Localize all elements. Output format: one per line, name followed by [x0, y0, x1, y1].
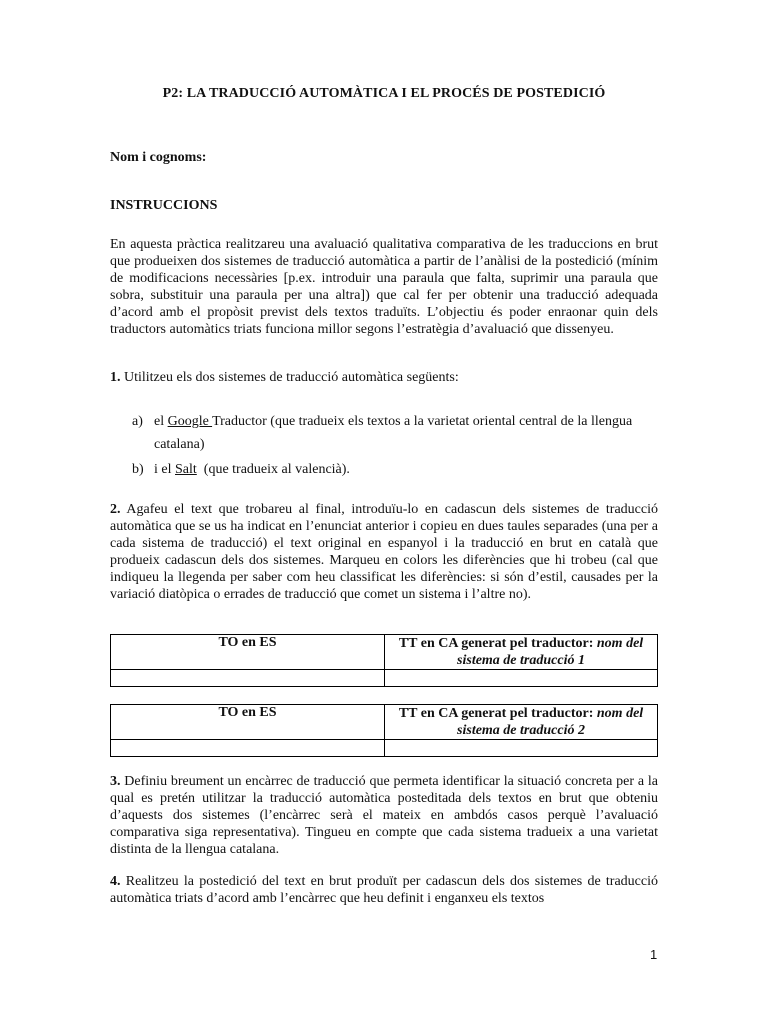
salt-link[interactable]: Salt — [175, 462, 197, 477]
list-item-b-post: (que tradueix al valencià). — [196, 462, 350, 477]
table-1-header-source: TO en ES — [111, 635, 385, 670]
page-number: 1 — [650, 947, 658, 962]
step-4-paragraph — [110, 873, 658, 907]
list-marker-b: b) — [132, 462, 144, 477]
step-1-number: 1. — [110, 370, 121, 385]
table-1-cell-target[interactable] — [385, 670, 658, 687]
list-item-a-pre: el — [154, 414, 168, 429]
step-3-text: Definiu breument un encàrrec de traducció que permeta identificar la situació concreta per a la qual es pretén utilitzar la traducció automàtica posteditada dels textos en brut que obteniu d’aquests dos sistemes (l’encàrrec serà el mateix en ambdós casos perquè l’avaluació comparativa siga representativa). Tingueu en compte que cada sistema tradueix a una varietat distinta de la llengua catalana. — [110, 774, 658, 857]
step-2-text: Agafeu el text que trobareu al final, introduïu-lo en cadascun dels sistemes de traducció automàtica que se us ha indicat en l’enunciat anterior i copieu en dues taules separades (una per a cada sistema de traducció) el text original en espanyol i la traducció en brut en català que produeix cadascun dels dos sistemes. Marqueu en colors les diferències que hi trobeu (cal que indiqueu la llegenda per saber com heu classificat les diferències: si són d’estil, causades per la variació diatòpica o errades de traducció que comet un sistema i l’altre no). — [110, 502, 658, 602]
table-2-cell-target[interactable] — [385, 740, 658, 757]
translation-table-1 — [110, 634, 658, 687]
page-title: P2: LA TRADUCCIÓ AUTOMÀTICA I EL PROCÉS DE POSTEDICIÓ — [162, 86, 606, 101]
step-3-paragraph — [110, 773, 658, 858]
list-item-b-pre: i el — [154, 462, 175, 477]
google-link[interactable]: Google — [167, 414, 213, 429]
step-3-number: 3. — [110, 774, 121, 789]
table-1-header-target: TT en CA generat pel traductor: nom del sistema de traducció 1 — [385, 635, 658, 670]
step-2-paragraph — [110, 501, 658, 603]
step-4-text: Realitzeu la postedició del text en brut produït per cadascun dels dos sistemes de traducció automàtica triats d’acord amb l’encàrrec que heu definit i enganxeu els textos — [110, 874, 658, 906]
intro-paragraph: En aquesta pràctica realitzareu una avaluació qualitativa comparativa de les traduccions en brut que produeixen dos sistemes de traducció automàtica a partir de l’anàlisi de la postedició (mínim de modificacions necessàries [p.ex. introduir una paraula que falta, suprimir una paraula que sobra, substituir una paraula per una altra]) que cal fer per obtenir una traducció adequada d’acord amb el propòsit previst dels textos traduïts. L’objectiu és poder enraonar quin dels traductors automàtics triats funciona millor segons l’estratègia d’avaluació que dissenyeu. — [110, 237, 658, 337]
translation-table-2 — [110, 704, 658, 757]
table-2-header-source: TO en ES — [111, 705, 385, 740]
step-1-paragraph — [110, 369, 658, 386]
table-2-header-target: TT en CA generat pel traductor: nom del sistema de traducció 2 — [385, 705, 658, 740]
list-item-a-post: Traductor (que tradueix els textos a la varietat oriental central de la llengua catalana) — [154, 414, 633, 452]
table-2-cell-source[interactable] — [111, 740, 385, 757]
name-label: Nom i cognoms: — [110, 150, 207, 165]
step-4-number: 4. — [110, 874, 121, 889]
list-marker-a: a) — [132, 414, 143, 429]
instructions-heading: INSTRUCCIONS — [110, 198, 218, 213]
table-1-cell-source[interactable] — [111, 670, 385, 687]
step-1-text: Utilitzeu els dos sistemes de traducció automàtica següents: — [120, 370, 459, 385]
step-2-number: 2. — [110, 502, 121, 517]
